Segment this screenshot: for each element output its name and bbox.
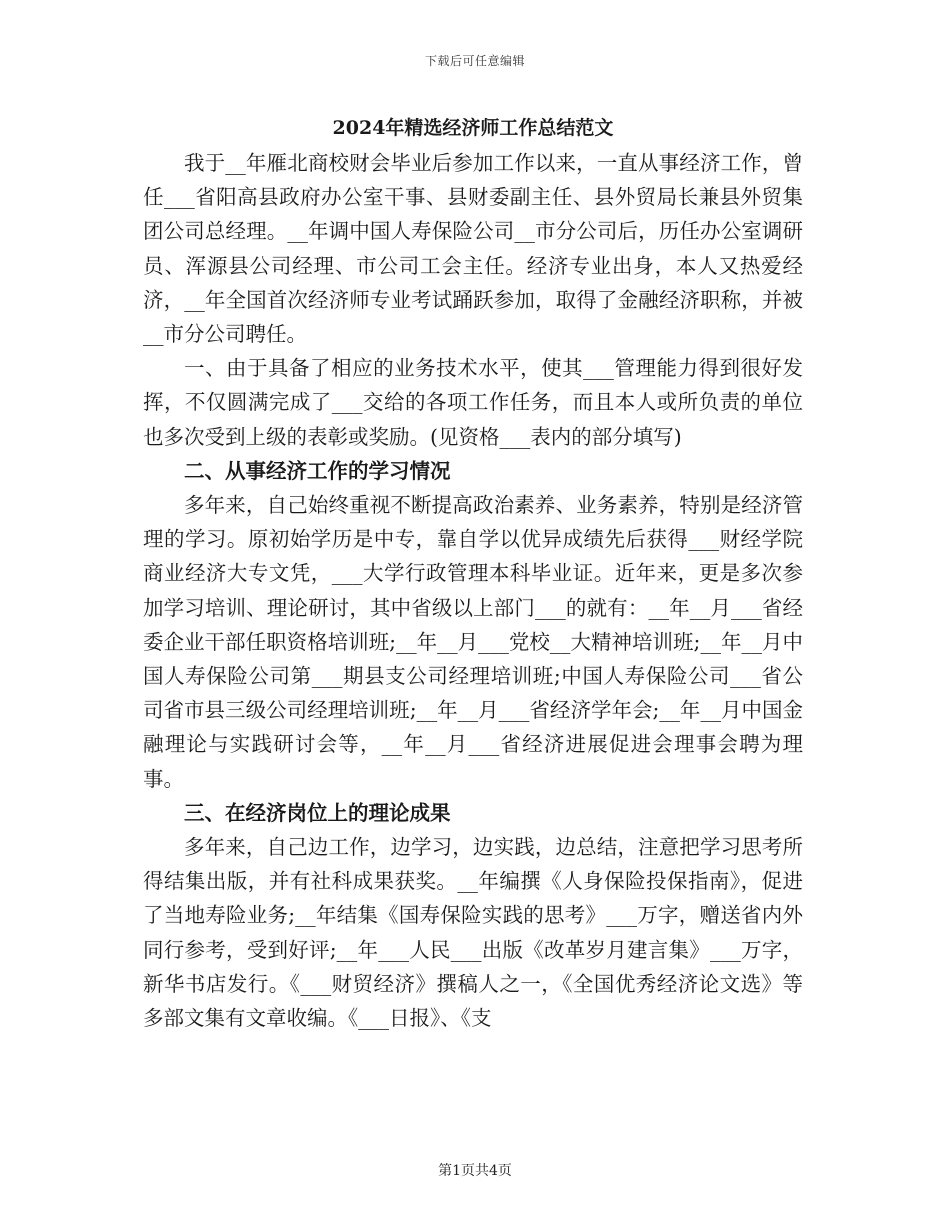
paragraph-intro: 我于__年雁北商校财会毕业后参加工作以来，一直从事经济工作，曾任___省阳高县政府办公室干事、县财委副主任、县外贸局长兼县外贸集团公司总经理。__年调中国人寿保险公司__市分公司后，历任办公室调研员、浑源县公司经理、市公司工会主任。经济专业出身，本人又热爱经济，__年全国首次经济师专业考试踊跃参加，取得了金融经济职称，并被__市分公司聘任。 xyxy=(143,151,803,347)
section-2-paragraph: 多年来，自己始终重视不断提高政治素养、业务素养，特别是经济管理的学习。原初始学历是中专，靠自学以优异成绩先后获得___财经学院商业经济大专文凭，___大学行政管理本科毕业证。近年来，更是多次参加学习培训、理论研讨，其中省级以上部门___的就有：__年__月___省经委企业干部任职资格培训班;__年__月___党校__大精神培训班;__年__月中国人寿保险公司第___期县支公司经理培训班;中国人寿保险公司___省公司省市县三级公司经理培训班;__年__月___省经济学年会;__年__月中国金融理论与实践研讨会等，__年__月___省经济进展促进会理事会聘为理事。 xyxy=(143,493,803,791)
section-3-heading: 三、在经济岗位上的理论成果 xyxy=(184,800,451,825)
page-footer-number: 第1页共4页 xyxy=(438,1163,512,1179)
document-body xyxy=(143,110,803,1035)
section-3-paragraph: 多年来，自己边工作，边学习，边实践，边总结，注意把学习思考所得结集出版，并有社科成果获奖。__年编撰《人身保险投保指南》，促进了当地寿险业务;__年结集《国寿保险实践的思考》___万字，赠送省内外同行参考，受到好评;__年___人民___出版《改革岁月建言集》___万字，新华书店发行。《___财贸经济》撰稿人之一，《全国优秀经济论文选》等多部文集有文章收编。《___日报》、《支 xyxy=(143,835,803,1031)
page-header-note: 下载后可任意编辑 xyxy=(424,54,525,68)
paragraph-section-1: 一、由于具备了相应的业务技术水平，使其___管理能力得到很好发挥，不仅圆满完成了___交给的各项工作任务，而且本人或所负责的单位也多次受到上级的表彰或奖励。(见资格___表内的部分填写) xyxy=(143,356,803,449)
section-2-heading: 二、从事经济工作的学习情况 xyxy=(184,458,451,483)
document-title: 2024年精选经济师工作总结范文 xyxy=(332,117,614,139)
